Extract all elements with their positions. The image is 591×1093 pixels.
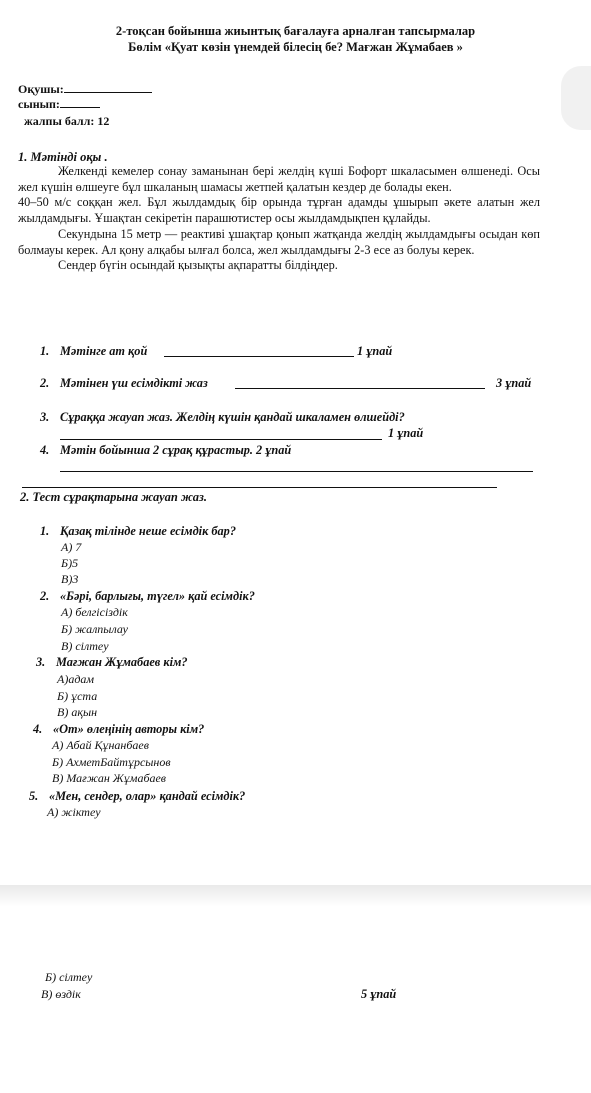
task-3-points: 1 ұпай [388,426,424,440]
class-field [18,97,100,112]
q4-option-b: Б) АхметБайтұрсынов [52,755,171,769]
reading-text [18,164,540,274]
task-2-text: Мәтінен үш есімдікті жаз [60,376,208,390]
task-1-answer-line [164,356,354,357]
page-fold-shadow [0,885,591,907]
page-title: 2-тоқсан бойынша жиынтық бағалауға арналған тапсырмалар [115,24,476,38]
section2-points: 5 ұпай [361,987,397,1001]
task-3-answer-line [60,439,382,440]
section2-title: 2. Тест сұрақтарына жауап жаз. [20,490,207,504]
class-label: сынып: [18,97,60,111]
test-question-1: 1. Қазақ тілінде неше есімдік бар? [40,524,236,538]
task-1-text: Мәтінге ат қой [60,344,148,358]
task-1: 1. Мәтінге ат қой [40,344,148,358]
q5-option-c: В) өздік [41,987,81,1001]
section1-title: 1. Мәтінді оқы . [18,150,108,164]
page-subtitle: Бөлім «Қуат көзін үнемдей білесің бе? Мағжан Жұмабаев » [128,40,463,54]
total-score: жалпы балл: 12 [24,114,110,128]
q3-option-c: В) ақын [57,705,98,719]
q2-option-a: А) белгісіздік [61,605,128,619]
task-2-points: 3 ұпай [496,376,532,390]
student-field [18,82,152,97]
class-blank [60,97,100,108]
q5-option-b: Б) сілтеу [45,970,93,984]
task-2: 2. Мәтінен үш есімдікті жаз [40,376,208,390]
paragraph-1: Желкенді кемелер сонау заманынан бері желдің күші Бофорт шкаласымен өлшенеді. Осы жел күшін өлшеуге бұл шкаланың шамасы жетпей қалатын кездер де болады екен. [18,164,540,194]
task-4-answer-line-2 [22,487,497,488]
test-question-3: 3. Мағжан Жұмабаев кім? [36,655,188,669]
paragraph-3: Секундына 15 метр — реактиві ұшақтар қонып жатқанда желдің жылдамдығы осыдан көп болмауы керек. Ал қону алқабы ылғал болса, жел жылдамдығы 2-3 есе аз болуы керек. [18,226,540,257]
q5-option-a: А) жіктеу [47,805,101,819]
q1-option-c: В)3 [61,572,79,586]
q1-option-b: Б)5 [61,556,79,570]
task-3-text: Сұраққа жауап жаз. Желдің күшін қандай шкаламен өлшейді? [60,410,405,424]
q3-option-b: Б) ұста [57,689,98,703]
task-1-points: 1 ұпай [357,344,393,358]
student-label: Оқушы: [18,82,64,96]
q1-option-a: А) 7 [61,540,82,554]
q3-option-a: А)адам [57,672,95,686]
task-4: 4. Мәтін бойынша 2 сұрақ құрастыр. 2 ұпай [40,443,292,457]
task-4-text: Мәтін бойынша 2 сұрақ құрастыр. 2 ұпай [60,443,292,457]
paragraph-2: 40–50 м/с соққан жел. Бұл жылдамдық бір орында тұрған адамды ұшырып әкете алатын жел жылдамдығы. Ұшақтан секіретін парашютистер осы жылдамдықпен құлайды. [18,195,540,226]
task-4-answer-line-1 [60,471,533,472]
student-blank [64,82,152,93]
scan-corner-shade [561,66,591,130]
q2-option-b: Б) жалпылау [61,622,128,636]
q4-option-a: А) Абай Құнанбаев [52,738,149,752]
q2-option-c: В) сілтеу [61,639,109,653]
test-question-2: 2. «Бәрі, барлығы, түгел» қай есімдік? [40,589,255,603]
task-3: 3. Сұраққа жауап жаз. Желдің күшін қандай шкаламен өлшейді? [40,410,405,424]
q4-option-c: В) Мағжан Жұмабаев [52,771,167,785]
task-2-answer-line [235,388,485,389]
paragraph-4: Сендер бүгін осындай қызықты ақпаратты білдіңдер. [58,258,338,273]
test-question-4: 4. «От» өлеңінің авторы кім? [33,722,205,736]
test-question-5: 5. «Мен, сендер, олар» қандай есімдік? [29,789,246,803]
